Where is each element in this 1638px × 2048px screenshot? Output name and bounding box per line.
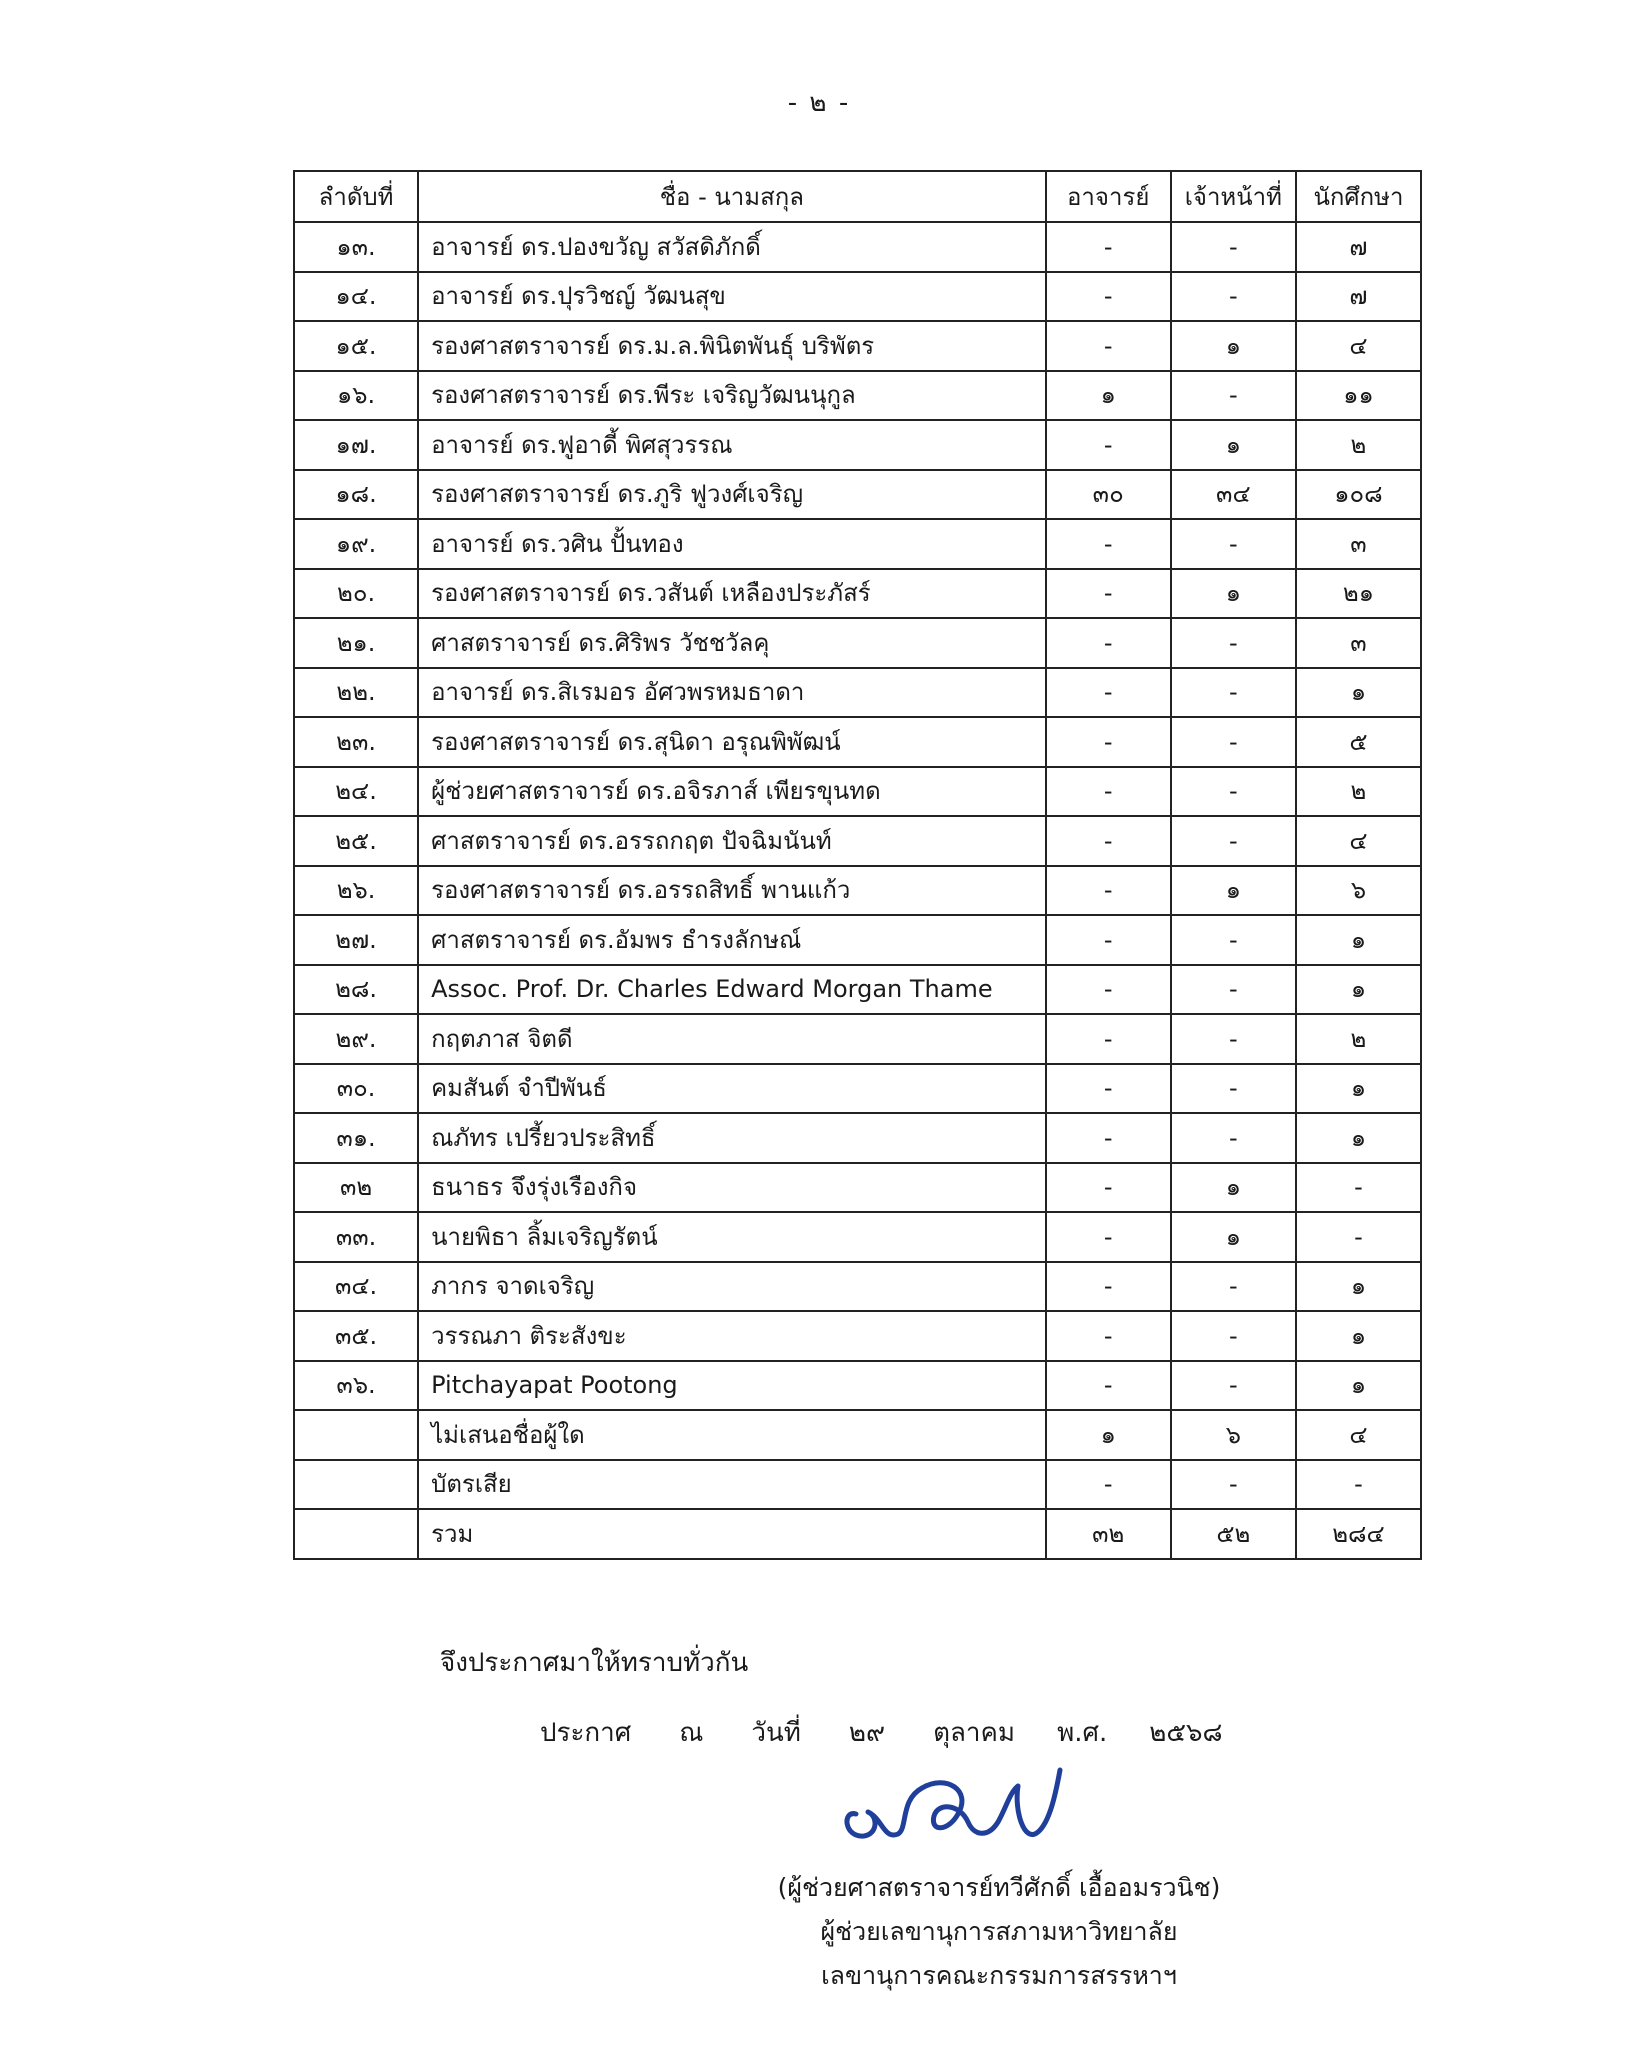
row-number: ๒๘.	[294, 965, 418, 1015]
faculty-count: -	[1046, 1163, 1171, 1213]
signer-name-text: (ผู้ช่วยศาสตราจารย์ทวีศักดิ์ เอื้ออมรวนิช)	[777, 1873, 1221, 1902]
page-number: - ๒ -	[787, 88, 851, 118]
table-row	[294, 1262, 1421, 1312]
row-number: ๒๓.	[294, 717, 418, 767]
table-row	[294, 1361, 1421, 1411]
candidate-name: นายพิธา ลิ้มเจริญรัตน์	[418, 1212, 1046, 1262]
staff-count: -	[1171, 1460, 1296, 1510]
table-row	[294, 1311, 1421, 1361]
table-header-row	[294, 171, 1421, 222]
staff-count: -	[1171, 816, 1296, 866]
row-number: ๒๒.	[294, 668, 418, 718]
row-number: ๓๐.	[294, 1064, 418, 1114]
candidate-name: Assoc. Prof. Dr. Charles Edward Morgan Thame	[418, 965, 1046, 1015]
row-number: ๒๙.	[294, 1014, 418, 1064]
student-count: -	[1296, 1212, 1421, 1262]
faculty-count: -	[1046, 1064, 1171, 1114]
header-no: ลำดับที่	[294, 171, 418, 222]
date-era: พ.ศ.	[1057, 1718, 1108, 1748]
candidate-name: อาจารย์ ดร.สิเรมอร อัศวพรหมธาดา	[418, 668, 1046, 718]
row-number: ๑๖.	[294, 371, 418, 421]
student-count: ๔	[1296, 816, 1421, 866]
faculty-count: -	[1046, 272, 1171, 322]
student-count: ๗	[1296, 272, 1421, 322]
staff-count: -	[1171, 915, 1296, 965]
table-row	[294, 866, 1421, 916]
faculty-count: -	[1046, 1014, 1171, 1064]
staff-count: ๕๒	[1171, 1509, 1296, 1559]
date-day-label: วันที่	[751, 1718, 801, 1748]
staff-count: -	[1171, 1361, 1296, 1411]
table-row	[294, 569, 1421, 619]
row-number: ๑๕.	[294, 321, 418, 371]
row-number: ๒๕.	[294, 816, 418, 866]
header-staff: เจ้าหน้าที่	[1171, 171, 1296, 222]
student-count: ๑	[1296, 915, 1421, 965]
candidate-name: กฤตภาส จิตดี	[418, 1014, 1046, 1064]
faculty-count: -	[1046, 866, 1171, 916]
header-student: นักศึกษา	[1296, 171, 1421, 222]
staff-count: -	[1171, 272, 1296, 322]
student-count: ๑๑	[1296, 371, 1421, 421]
student-count: ๑	[1296, 1262, 1421, 1312]
date-month: ตุลาคม	[933, 1718, 1016, 1748]
signer-name	[0, 1868, 1638, 1908]
faculty-count: -	[1046, 1262, 1171, 1312]
candidate-name: Pitchayapat Pootong	[418, 1361, 1046, 1411]
student-count: -	[1296, 1163, 1421, 1213]
row-number: ๑๙.	[294, 519, 418, 569]
date-day: ๒๙	[848, 1718, 886, 1748]
student-count: ๑	[1296, 668, 1421, 718]
candidate-name: อาจารย์ ดร.วศิน ปั้นทอง	[418, 519, 1046, 569]
vote-results-table	[293, 170, 1422, 1560]
table-row	[294, 1212, 1421, 1262]
row-number: ๓๑.	[294, 1113, 418, 1163]
student-count: ๑	[1296, 1361, 1421, 1411]
table-row	[294, 668, 1421, 718]
table-row	[294, 321, 1421, 371]
row-number: ๑๓.	[294, 222, 418, 272]
row-number: ๓๕.	[294, 1311, 418, 1361]
faculty-count: -	[1046, 717, 1171, 767]
faculty-count: -	[1046, 618, 1171, 668]
date-at: ณ	[679, 1718, 704, 1748]
faculty-count: -	[1046, 965, 1171, 1015]
row-number	[294, 1460, 418, 1510]
faculty-count: -	[1046, 1113, 1171, 1163]
student-count: ๑	[1296, 1064, 1421, 1114]
student-count: ๓	[1296, 519, 1421, 569]
staff-count: ๑	[1171, 1212, 1296, 1262]
student-count: ๑	[1296, 1311, 1421, 1361]
student-count: ๗	[1296, 222, 1421, 272]
candidate-name: ภากร จาดเจริญ	[418, 1262, 1046, 1312]
signer-title-2-text: เลขานุการคณะกรรมการสรรหาฯ	[821, 1961, 1177, 1990]
faculty-count: ๓๒	[1046, 1509, 1171, 1559]
student-count: -	[1296, 1460, 1421, 1510]
staff-count: -	[1171, 767, 1296, 817]
row-number	[294, 1509, 418, 1559]
staff-count: -	[1171, 1311, 1296, 1361]
table-row	[294, 519, 1421, 569]
table-row	[294, 420, 1421, 470]
row-number: ๒๖.	[294, 866, 418, 916]
table-row	[294, 618, 1421, 668]
header-faculty: อาจารย์	[1046, 171, 1171, 222]
faculty-count: -	[1046, 420, 1171, 470]
row-number: ๑๘.	[294, 470, 418, 520]
candidate-name: อาจารย์ ดร.ฟูอาดี้ พิศสุวรรณ	[418, 420, 1046, 470]
faculty-count: -	[1046, 222, 1171, 272]
student-count: ๑	[1296, 1113, 1421, 1163]
faculty-count: -	[1046, 816, 1171, 866]
row-number: ๑๗.	[294, 420, 418, 470]
student-count: ๑	[1296, 965, 1421, 1015]
staff-count: -	[1171, 717, 1296, 767]
candidate-name: รองศาสตราจารย์ ดร.สุนิดา อรุณพิพัฒน์	[418, 717, 1046, 767]
date-label: ประกาศ	[540, 1718, 632, 1748]
faculty-count: -	[1046, 1361, 1171, 1411]
table-row	[294, 470, 1421, 520]
table-row	[294, 767, 1421, 817]
faculty-count: -	[1046, 519, 1171, 569]
staff-count: -	[1171, 222, 1296, 272]
faculty-count: -	[1046, 1212, 1171, 1262]
staff-count: -	[1171, 519, 1296, 569]
signer-title-1	[0, 1912, 1638, 1952]
table-row	[294, 1509, 1421, 1559]
candidate-name: รองศาสตราจารย์ ดร.ม.ล.พินิตพันธุ์ บริพัตร	[418, 321, 1046, 371]
staff-count: -	[1171, 1064, 1296, 1114]
student-count: ๒	[1296, 767, 1421, 817]
table-row	[294, 816, 1421, 866]
row-number: ๓๖.	[294, 1361, 418, 1411]
table-row	[294, 1410, 1421, 1460]
staff-count: -	[1171, 668, 1296, 718]
table-row	[294, 915, 1421, 965]
header-name: ชื่อ - นามสกุล	[418, 171, 1046, 222]
faculty-count: ๑	[1046, 1410, 1171, 1460]
faculty-count: -	[1046, 569, 1171, 619]
candidate-name: ธนาธร จึงรุ่งเรืองกิจ	[418, 1163, 1046, 1213]
staff-count: -	[1171, 371, 1296, 421]
table-row	[294, 965, 1421, 1015]
signer-title-1-text: ผู้ช่วยเลขานุการสภามหาวิทยาลัย	[820, 1917, 1178, 1946]
faculty-count: ๑	[1046, 371, 1171, 421]
candidate-name: ณภัทร เปรี้ยวประสิทธิ์	[418, 1113, 1046, 1163]
staff-count: -	[1171, 1113, 1296, 1163]
candidate-name: รองศาสตราจารย์ ดร.วสันต์ เหลืองประภัสร์	[418, 569, 1046, 619]
table-row	[294, 1460, 1421, 1510]
candidate-name: รองศาสตราจารย์ ดร.อรรถสิทธิ์ พานแก้ว	[418, 866, 1046, 916]
staff-count: ๑	[1171, 321, 1296, 371]
student-count: ๕	[1296, 717, 1421, 767]
staff-count: ๑	[1171, 1163, 1296, 1213]
row-number: ๓๔.	[294, 1262, 418, 1312]
staff-count: ๑	[1171, 569, 1296, 619]
staff-count: -	[1171, 1014, 1296, 1064]
date-year: ๒๕๖๘	[1149, 1718, 1223, 1748]
table-row	[294, 371, 1421, 421]
table-row	[294, 272, 1421, 322]
announcement-text: จึงประกาศมาให้ทราบทั่วกัน	[440, 1648, 749, 1678]
row-number: ๒๗.	[294, 915, 418, 965]
staff-count: -	[1171, 965, 1296, 1015]
faculty-count: -	[1046, 668, 1171, 718]
staff-count: -	[1171, 1262, 1296, 1312]
candidate-name: อาจารย์ ดร.ปุรวิชญ์ วัฒนสุข	[418, 272, 1046, 322]
row-number: ๓๓.	[294, 1212, 418, 1262]
faculty-count: -	[1046, 321, 1171, 371]
faculty-count: ๓๐	[1046, 470, 1171, 520]
student-count: ๒๑	[1296, 569, 1421, 619]
table-row	[294, 1113, 1421, 1163]
candidate-name: ผู้ช่วยศาสตราจารย์ ดร.อจิรภาส์ เพียรขุนทด	[418, 767, 1046, 817]
table-row	[294, 1014, 1421, 1064]
student-count: ๓	[1296, 618, 1421, 668]
signature-image	[838, 1752, 1068, 1862]
staff-count: ๑	[1171, 420, 1296, 470]
student-count: ๒	[1296, 1014, 1421, 1064]
row-number: ๒๔.	[294, 767, 418, 817]
student-count: ๔	[1296, 321, 1421, 371]
table-body	[294, 222, 1421, 1559]
student-count: ๔	[1296, 1410, 1421, 1460]
candidate-name: บัตรเสีย	[418, 1460, 1046, 1510]
staff-count: ๓๔	[1171, 470, 1296, 520]
faculty-count: -	[1046, 915, 1171, 965]
candidate-name: อาจารย์ ดร.ปองขวัญ สวัสดิภักดิ์	[418, 222, 1046, 272]
table-row	[294, 222, 1421, 272]
staff-count: ๖	[1171, 1410, 1296, 1460]
faculty-count: -	[1046, 1311, 1171, 1361]
candidate-name: ไม่เสนอชื่อผู้ใด	[418, 1410, 1046, 1460]
student-count: ๒๘๔	[1296, 1509, 1421, 1559]
candidate-name: รองศาสตราจารย์ ดร.ภูริ ฟูวงศ์เจริญ	[418, 470, 1046, 520]
signer-title-2	[0, 1956, 1638, 1996]
row-number	[294, 1410, 418, 1460]
table-row	[294, 1163, 1421, 1213]
candidate-name: ศาสตราจารย์ ดร.อัมพร ธำรงลักษณ์	[418, 915, 1046, 965]
table-row	[294, 717, 1421, 767]
staff-count: ๑	[1171, 866, 1296, 916]
candidate-name: คมสันต์ จำปีพันธ์	[418, 1064, 1046, 1114]
candidate-name: รวม	[418, 1509, 1046, 1559]
candidate-name: วรรณภา ติระสังขะ	[418, 1311, 1046, 1361]
candidate-name: ศาสตราจารย์ ดร.ศิริพร วัชชวัลคุ	[418, 618, 1046, 668]
row-number: ๑๔.	[294, 272, 418, 322]
candidate-name: ศาสตราจารย์ ดร.อรรถกฤต ปัจฉิมนันท์	[418, 816, 1046, 866]
row-number: ๓๒	[294, 1163, 418, 1213]
candidate-name: รองศาสตราจารย์ ดร.พีระ เจริญวัฒนนุกูล	[418, 371, 1046, 421]
date-line	[540, 1712, 1223, 1753]
table-row	[294, 1064, 1421, 1114]
row-number: ๒๐.	[294, 569, 418, 619]
row-number: ๒๑.	[294, 618, 418, 668]
student-count: ๑๐๘	[1296, 470, 1421, 520]
faculty-count: -	[1046, 1460, 1171, 1510]
student-count: ๖	[1296, 866, 1421, 916]
student-count: ๒	[1296, 420, 1421, 470]
staff-count: -	[1171, 618, 1296, 668]
faculty-count: -	[1046, 767, 1171, 817]
